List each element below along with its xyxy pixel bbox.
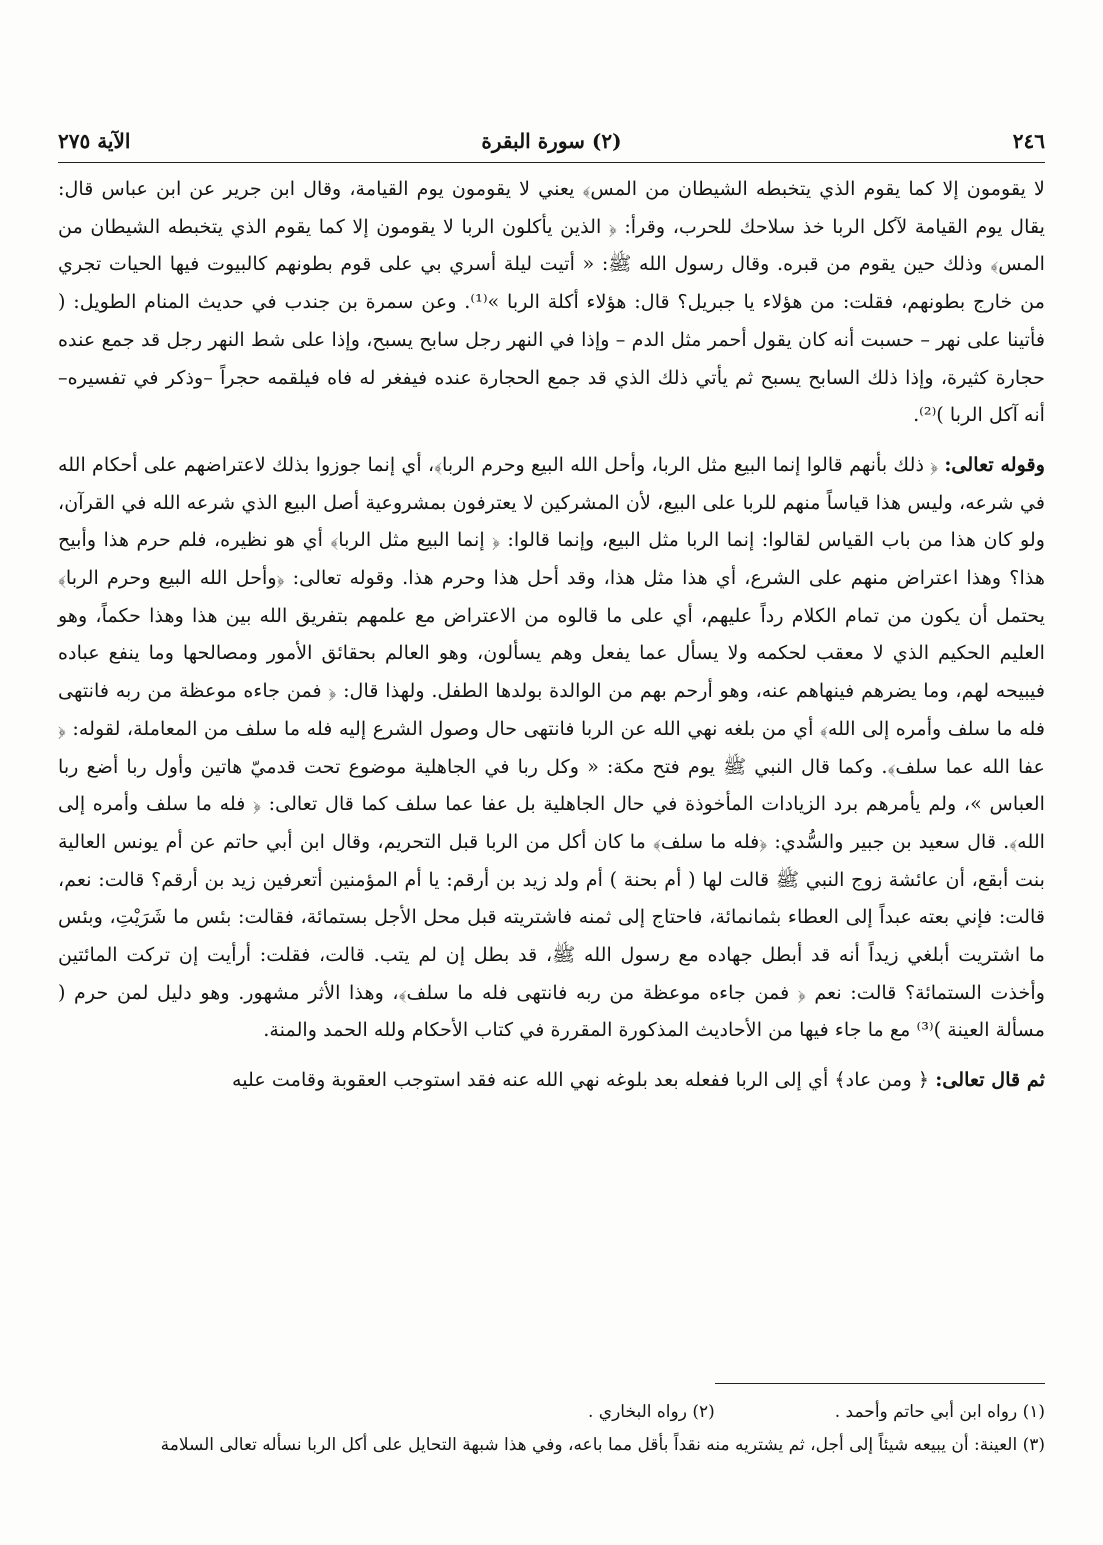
paragraph-3-text: ﴿ ومن عاد﴾ أي إلى الربا ففعله بعد بلوغه نهي الله عنه فقد استوجب العقوبة وقامت عليه: [231, 1068, 936, 1092]
footnote-3: (٣) العينة: أن يبيعه شيئاً إلى أجل، ثم يشتريه منه نقداً بأقل مما باعه، وفي هذا شبهة التحايل على أكل الربا نسأله تعالى السلامة: [160, 1435, 1045, 1455]
paragraph-2-text: ﴿ ذلك بأنهم قالوا إنما البيع مثل الربا، وأحل الله البيع وحرم الربا﴾، أي إنما جوزوا بذلك لاعتراضهم على أحكام الله في شرعه، وليس هذا قياساً منهم للربا على البيع، لأن المشركين لا يعترفون بمشروعية أصل البيع الذي شرعه الله في القرآن، ولو كان هذا من باب القياس لقالوا: إنما الربا مثل البيع، وإنما قالوا: ﴿ إنما البيع مثل الربا﴾ أي هو نظيره، فلم حرم هذا وأبيح هذا؟ وهذا اعتراض منهم على الشرع، أي هذا مثل هذا، وقد أحل هذا وحرم هذا. وقوله تعالى: ﴿وأحل الله البيع وحرم الربا﴾ يحتمل أن يكون من تمام الكلام رداً عليهم، أي على ما قالوه من الاعتراض مع علمهم بتفريق الله بين هذا وهذا حكماً، وهو العليم الحكيم الذي لا معقب لحكمه ولا يسأل عما يفعل وهم يسألون، وهو العالم بحقائق الأمور ومصالحها وما ينفع عباده فيبيحه لهم، وما يضرهم فينهاهم عنه، وهو أرحم بهم من الوالدة بولدها الطفل. ولهذا قال: ﴿ فمن جاءه موعظة من ربه فانتهى فله ما سلف وأمره إلى الله﴾ أي من بلغه نهي الله عن الربا فانتهى حال وصول الشرع إليه فله ما سلف من المعاملة، لقوله: ﴿ عفا الله عما سلف﴾. وكما قال النبي ﷺ يوم فتح مكة: « وكل ربا في الجاهلية موضوع تحت قدميّ هاتين وأول ربا أضع ربا العباس »، ولم يأمرهم برد الزيادات المأخوذة في حال الجاهلية بل عفا عما سلف كما قال تعالى: ﴿ فله ما سلف وأمره إلى الله﴾. قال سعيد بن جبير والسُّدي: ﴿فله ما سلف﴾ ما كان أكل من الربا قبل التحريم، وقال ابن أبي حاتم عن أم يونس العالية بنت أبقع، أن عائشة زوج النبي ﷺ قالت لها ( أم بحنة ) أم ولد زيد بن أرقم: يا أم المؤمنين أتعرفين زيد بن أرقم؟ قالت: نعم، قالت: فإني بعته عبداً إلى العطاء بثمانمائة، فاحتاج إلى ثمنه فاشتريته قبل محل الأجل بستمائة، فقالت: بئس ما شَرَيْتِ، وبئس ما اشتريت أبلغي زيداً أنه قد أبطل جهاده مع رسول الله ﷺ، قد بطل إن لم يتب. قالت، فقلت: أرأيت إن تركت المائتين وأخذت الستمائة؟ قالت: نعم ﴿ فمن جاءه موعظة من ربه فانتهى فله ما سلف﴾، وهذا الأثر مشهور. وهو دليل لمن حرم ( مسألة العينة )⁽³⁾ مع ما جاء فيها من الأحاديث المذكورة المقررة في كتاب الأحكام ولله الحمد والمنة.: [58, 452, 1045, 1042]
header-divider: [58, 162, 1045, 163]
page-body: [58, 170, 1045, 1111]
ayah-label: الآية ٢٧٥: [58, 129, 131, 153]
paragraph-2: [58, 446, 1045, 1049]
paragraph-2-lead: وقوله تعالى:: [944, 452, 1045, 476]
paragraph-3: [58, 1061, 1045, 1099]
page-number: ٢٤٦: [1012, 129, 1045, 153]
footnote-divider: [715, 1383, 1045, 1384]
footnote-2: (٢) رواه البخاري .: [587, 1402, 715, 1422]
page-header: [58, 124, 1045, 158]
footnote-1: (١) رواه ابن أبي حاتم وأحمد .: [834, 1402, 1045, 1422]
footnote-row: [58, 1396, 1045, 1429]
paragraph-3-lead: ثم قال تعالى:: [935, 1068, 1045, 1092]
footnotes: [58, 1396, 1045, 1462]
paragraph-1: لا يقومون إلا كما يقوم الذي يتخبطه الشيطان من المس﴾ يعني لا يقومون يوم القيامة، وقال ابن جرير عن ابن عباس قال: يقال يوم القيامة لآكل الربا خذ سلاحك للحرب، وقرأ: ﴿ الذين يأكلون الربا لا يقومون إلا كما يقوم الذي يتخبطه الشيطان من المس﴾ وذلك حين يقوم من قبره. وقال رسول الله ﷺ: « أتيت ليلة أسري بي على قوم بطونهم كالبيوت فيها الحيات تجري من خارج بطونهم، فقلت: من هؤلاء يا جبريل؟ قال: هؤلاء أكلة الربا »⁽¹⁾. وعن سمرة بن جندب في حديث المنام الطويل: ( فأتينا على نهر – حسبت أنه كان يقول أحمر مثل الدم – وإذا في النهر رجل سابح يسبح، وإذا على شط النهر رجل قد جمع عنده حجارة كثيرة، وإذا ذلك السابح يسبح ثم يأتي ذلك الذي قد جمع الحجارة عنده فيفغر له فاه فيلقمه حجراً –وذكر في تفسيره– أنه آكل الربا )⁽²⁾.: [58, 177, 1045, 427]
surah-title: (٢) سورة البقرة: [481, 129, 622, 153]
